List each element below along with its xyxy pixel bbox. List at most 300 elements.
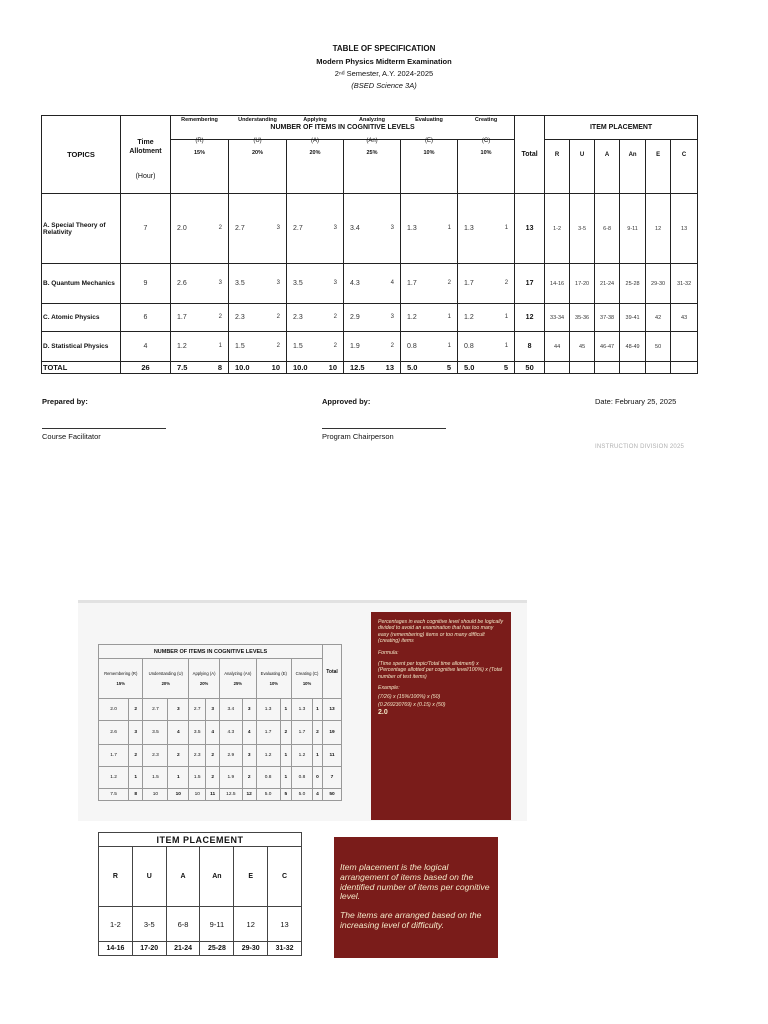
topic-name: B. Quantum Mechanics: [42, 264, 121, 304]
total-computed: 5.0: [407, 363, 418, 372]
ip-code: A: [166, 847, 200, 907]
level-percent: 10%: [480, 150, 492, 156]
mini-title: NUMBER OF ITEMS IN COGNITIVE LEVELS: [99, 645, 323, 659]
topic-row: [42, 264, 698, 304]
mini-cell: 7: [323, 767, 342, 789]
mini-row: [99, 699, 342, 721]
ip-row-1: [99, 907, 302, 942]
level-cell: [229, 304, 287, 332]
rounded-value: 2: [276, 343, 280, 349]
mini-cell: 4: [312, 789, 322, 801]
semester: 2ⁿᵈ Semester, A.Y. 2024-2025: [334, 69, 434, 78]
mini-level-pct: 15%: [116, 681, 125, 686]
placement-code-header: E: [646, 128, 671, 182]
item-placement-image: [98, 832, 302, 958]
total-header: Total: [515, 116, 545, 194]
level-cell: [344, 304, 401, 332]
placement-cell: 44: [545, 332, 570, 362]
computed-value: 2.3: [235, 314, 245, 321]
placement-code-header: A: [595, 128, 620, 182]
cognitive-levels-header: NUMBER OF ITEMS IN COGNITIVE LEVELS: [171, 116, 515, 140]
mini-level-row: [99, 659, 342, 699]
rounded-value: 3: [218, 280, 222, 286]
ip-title: ITEM PLACEMENT: [99, 833, 302, 847]
ip-cell: 17-20: [132, 942, 166, 956]
empty-placement-cell: [671, 362, 698, 374]
specification-table: [41, 115, 698, 374]
level-values: [229, 343, 286, 350]
mini-level-pct: 10%: [302, 681, 312, 686]
ip-cell: 21-24: [166, 942, 200, 956]
rounded-value: 2: [218, 225, 222, 231]
computed-value: 2.6: [177, 280, 187, 287]
mini-level-header: [256, 659, 291, 699]
row-total: 8: [515, 332, 545, 362]
empty-placement-cell: [570, 362, 595, 374]
empty-placement-cell: [646, 362, 671, 374]
computed-value: 1.2: [177, 343, 187, 350]
row-total: 12: [515, 304, 545, 332]
placement-cell: 6-8: [595, 194, 620, 264]
computed-value: 1.2: [464, 314, 474, 321]
mini-cell: 1: [280, 745, 291, 767]
mini-cell: 10: [189, 789, 206, 801]
time-value: 9: [121, 264, 171, 304]
total-level-cell: [344, 362, 401, 374]
placement-cell: 39-41: [620, 304, 646, 332]
level-cell: [458, 332, 515, 362]
ip-code: An: [200, 847, 234, 907]
mini-cell: 3.4: [220, 699, 243, 721]
prepared-role: Course Facilitator: [42, 432, 101, 441]
mini-cell: 1: [280, 767, 291, 789]
ip-cell: 6-8: [166, 907, 200, 942]
prepared-by-label: Prepared by:: [42, 397, 88, 406]
mini-level-header: [143, 659, 189, 699]
time-allotment-header: Time Allotment (Hour): [121, 116, 171, 194]
mini-level-pct: 20%: [161, 681, 170, 686]
level-cell: [401, 194, 458, 264]
note-formula-label: Formula:: [378, 649, 399, 656]
rounded-value: 3: [333, 280, 337, 286]
level-header-1: [229, 117, 287, 194]
mini-cell: 4: [168, 721, 189, 745]
mini-cell: 2.7: [143, 699, 168, 721]
total-level-values: [287, 363, 343, 372]
level-name: Analyzing: [359, 117, 385, 123]
total-level-cell: [229, 362, 287, 374]
level-values: [344, 225, 400, 232]
note-intro: Percentages in each cognitive level should be logically divided to avoid an examination that has too many easy (remembering) items or too many difficult (creating) items: [378, 619, 504, 645]
level-percent: 20%: [251, 150, 263, 156]
document-title: TABLE OF SPECIFICATION: [332, 44, 436, 53]
note-example-label: Example:: [378, 685, 400, 692]
mini-cell: 4: [206, 721, 220, 745]
level-cell: [458, 304, 515, 332]
mini-cell: 1.7: [292, 721, 313, 745]
mini-total: Total: [323, 645, 342, 699]
topic-name: A. Special Theory of Relativity: [42, 194, 121, 264]
mini-cell: 2: [312, 721, 322, 745]
mini-cell: 4.3: [220, 721, 243, 745]
level-cell: [401, 304, 458, 332]
ip-cell: 3-5: [132, 907, 166, 942]
mini-cell: 1.2: [99, 767, 129, 789]
note-example-2: (0.269230769) x (0.15) x (50): [378, 702, 446, 709]
total-rounded: 5: [503, 363, 509, 372]
mini-cell: 50: [323, 789, 342, 801]
computed-value: 1.7: [407, 280, 417, 287]
total-computed: 7.5: [177, 363, 188, 372]
level-values: [344, 343, 400, 350]
computed-value: 3.5: [293, 280, 303, 287]
computed-value: 1.9: [350, 343, 360, 350]
level-name: Applying: [303, 117, 327, 123]
computed-value: 3.4: [350, 225, 360, 232]
mini-cell: 10: [143, 789, 168, 801]
mini-cell: 1.2: [256, 745, 280, 767]
mini-row: [99, 789, 342, 801]
mini-cell: 13: [323, 699, 342, 721]
level-percent: 15%: [193, 150, 205, 156]
level-values: [287, 314, 343, 321]
mini-level-header: [99, 659, 143, 699]
placement-cell: 50: [646, 332, 671, 362]
total-rounded: 5: [446, 363, 451, 372]
mini-cell: 3.5: [189, 721, 206, 745]
level-values: [401, 314, 457, 321]
placement-cell: 9-11: [620, 194, 646, 264]
level-cell: [229, 194, 287, 264]
mini-cell: 0: [312, 767, 322, 789]
level-values: [287, 343, 343, 350]
mini-cell: 5: [280, 789, 291, 801]
mini-cell: 1.3: [256, 699, 280, 721]
rounded-value: 1: [447, 343, 451, 349]
grand-total: 50: [515, 362, 545, 374]
topic-name: C. Atomic Physics: [42, 304, 121, 332]
level-values: [458, 225, 514, 232]
placement-cell: 1-2: [545, 194, 570, 264]
total-level-values: [401, 363, 457, 372]
level-cell: [229, 264, 287, 304]
level-name: Understanding: [238, 117, 277, 123]
ip-cell: 9-11: [200, 907, 234, 942]
level-values: [171, 280, 228, 287]
mini-cell: 2: [206, 767, 220, 789]
level-header-0: [171, 117, 229, 194]
level-values: [171, 343, 228, 350]
placement-cell: [671, 332, 698, 362]
level-values: [401, 343, 457, 350]
placement-cell: 35-36: [570, 304, 595, 332]
level-values: [229, 314, 286, 321]
rounded-value: 2: [447, 280, 451, 286]
mini-cell: 3: [168, 699, 189, 721]
computed-value: 1.2: [407, 314, 417, 321]
mini-cell: 12.5: [220, 789, 243, 801]
cognitive-levels-image: [78, 600, 527, 821]
mini-row: [99, 767, 342, 789]
item-placement-note: [334, 837, 498, 958]
mini-cell: 7.5: [99, 789, 129, 801]
mini-level-name: Analyzing (An): [224, 671, 252, 676]
time-value: 7: [121, 194, 171, 264]
ip-cell: 25-28: [200, 942, 234, 956]
total-row: [42, 362, 698, 374]
topic-name: D. Statistical Physics: [42, 332, 121, 362]
level-values: [458, 343, 514, 350]
time-unit: (Hour): [135, 173, 156, 180]
mini-cell: 11: [323, 745, 342, 767]
level-cell: [344, 264, 401, 304]
level-cell: [171, 264, 229, 304]
empty-placement-cell: [620, 362, 646, 374]
computed-value: 4.3: [350, 280, 360, 287]
row-total: 13: [515, 194, 545, 264]
placement-cell: 12: [646, 194, 671, 264]
mini-cell: 2: [129, 699, 143, 721]
level-code: (U): [253, 138, 262, 144]
level-values: [287, 225, 343, 232]
placement-cell: 45: [570, 332, 595, 362]
mini-cell: 1.2: [292, 745, 313, 767]
ip-code: E: [234, 847, 268, 907]
mini-cell: 1: [312, 699, 322, 721]
rounded-value: 2: [504, 280, 509, 286]
level-values: [401, 280, 457, 287]
mini-level-name: Remembering (R): [104, 671, 138, 676]
rounded-value: 3: [333, 225, 337, 231]
placement-code-header: U: [570, 128, 595, 182]
level-values: [171, 225, 228, 232]
total-computed: 5.0: [464, 363, 475, 372]
level-header-2: [287, 117, 344, 194]
note-example-1: (7/26) x (15%/100%) x (50): [378, 693, 441, 700]
mini-level-header: [292, 659, 323, 699]
ip-codes-row: [99, 847, 302, 907]
rounded-value: 1: [218, 343, 222, 349]
ip-cell: 1-2: [99, 907, 133, 942]
computed-value: 3.5: [235, 280, 245, 287]
ip-cell: 14-16: [99, 942, 133, 956]
placement-cell: 42: [646, 304, 671, 332]
mini-cell: 0.8: [256, 767, 280, 789]
rounded-value: 2: [333, 343, 337, 349]
level-values: [458, 280, 514, 287]
computed-value: 1.3: [464, 225, 474, 232]
level-code: (A): [311, 138, 319, 144]
level-code: (C): [481, 138, 491, 144]
level-cell: [287, 194, 344, 264]
total-level-values: [171, 363, 228, 372]
mini-level-header: [189, 659, 220, 699]
mini-cell: 1: [168, 767, 189, 789]
rounded-value: 2: [218, 314, 222, 320]
mini-cell: 1: [280, 699, 291, 721]
rounded-value: 3: [390, 225, 394, 231]
level-values: [401, 225, 457, 232]
item-placement-mini-table: [98, 832, 302, 956]
computed-value: 1.7: [464, 280, 474, 287]
placement-cell: 37-38: [595, 304, 620, 332]
level-name: Remembering: [181, 117, 218, 123]
ip-row-2: [99, 942, 302, 956]
placement-code-header: R: [545, 128, 570, 182]
rounded-value: 4: [390, 280, 394, 286]
mini-level-pct: 10%: [269, 681, 279, 686]
rounded-value: 1: [504, 225, 509, 231]
section: (BSED Science 3A): [351, 81, 417, 90]
topic-row: [42, 304, 698, 332]
computed-value: 0.8: [407, 343, 417, 350]
total-rounded: 13: [385, 363, 394, 372]
level-cell: [401, 332, 458, 362]
rounded-value: 1: [447, 314, 451, 320]
level-cell: [344, 194, 401, 264]
level-cell: [287, 264, 344, 304]
total-rounded: 10: [271, 363, 280, 372]
mini-level-name: Understanding (U): [148, 671, 183, 676]
mini-cell: 0.8: [292, 767, 313, 789]
mini-cell: 2: [129, 745, 143, 767]
approved-role: Program Chairperson: [322, 432, 394, 441]
rounded-value: 3: [276, 280, 280, 286]
mini-cell: 2: [242, 767, 256, 789]
mini-cell: 2: [168, 745, 189, 767]
level-values: [287, 280, 343, 287]
level-cell: [287, 304, 344, 332]
rounded-value: 1: [504, 343, 509, 349]
placement-cell: 13: [671, 194, 698, 264]
level-values: [229, 280, 286, 287]
level-header-4: [401, 117, 458, 194]
mini-cell: 2.9: [220, 745, 243, 767]
placement-cell: 17-20: [570, 264, 595, 304]
placement-cell: 48-49: [620, 332, 646, 362]
computed-value: 0.8: [464, 343, 474, 350]
rounded-value: 3: [276, 225, 280, 231]
mini-cell: 3: [129, 721, 143, 745]
ip-code: U: [132, 847, 166, 907]
computed-value: 2.3: [293, 314, 303, 321]
footer-tag: INSTRUCTION DIVISION 2025: [595, 444, 685, 450]
total-level-cell: [287, 362, 344, 374]
placement-cell: 25-28: [620, 264, 646, 304]
total-level-cell: [458, 362, 515, 374]
level-percent: 20%: [309, 150, 321, 156]
computed-value: 1.3: [407, 225, 417, 232]
mini-level-name: Evaluating (E): [260, 671, 287, 676]
mini-cell: 11: [206, 789, 220, 801]
exam-name: Modern Physics Midterm Examination: [316, 57, 452, 66]
note-result: 2.0: [378, 709, 388, 717]
total-level-values: [229, 363, 286, 372]
mini-cell: 19: [323, 721, 342, 745]
level-percent: 25%: [366, 150, 378, 156]
mini-cell: 2: [206, 745, 220, 767]
mini-cell: 1.7: [99, 745, 129, 767]
mini-level-pct: 25%: [233, 681, 242, 686]
rounded-value: 2: [390, 343, 394, 349]
computation-note: [371, 612, 511, 820]
level-code: (R): [195, 138, 204, 144]
total-level-cell: [171, 362, 229, 374]
placement-cell: 46-47: [595, 332, 620, 362]
empty-placement-cell: [595, 362, 620, 374]
mini-cell: 3: [206, 699, 220, 721]
note-formula: (Time spent per topic/Total time allotment) x (Percentage allotted per cognitive level/100%) x (Total number of test items): [378, 661, 503, 680]
mini-cell: 2.0: [99, 699, 129, 721]
mini-cell: 5.0: [292, 789, 313, 801]
level-values: [344, 280, 400, 287]
row-total: 17: [515, 264, 545, 304]
placement-cell: 29-30: [646, 264, 671, 304]
mini-cell: 2.3: [143, 745, 168, 767]
level-cell: [458, 194, 515, 264]
rounded-value: 2: [333, 314, 337, 320]
topic-row: [42, 332, 698, 362]
placement-cell: 31-32: [671, 264, 698, 304]
computed-value: 2.0: [177, 225, 187, 232]
date-label: Date: February 25, 2025: [595, 397, 677, 406]
mini-levels-table: [98, 644, 342, 801]
mini-cell: 2.6: [99, 721, 129, 745]
topics-header: TOPICS: [42, 116, 121, 194]
empty-placement-cell: [545, 362, 570, 374]
rounded-value: 3: [390, 314, 394, 320]
mini-level-name: Creating (C): [295, 671, 319, 676]
mini-cell: 1.7: [256, 721, 280, 745]
level-values: [171, 314, 228, 321]
mini-cell: 1.5: [143, 767, 168, 789]
mini-level-pct: 20%: [199, 681, 209, 686]
mini-cell: 2: [280, 721, 291, 745]
computed-value: 2.7: [293, 225, 303, 232]
computed-value: 1.5: [293, 343, 303, 350]
level-cell: [229, 332, 287, 362]
total-level-cell: [401, 362, 458, 374]
ip-cell: 29-30: [234, 942, 268, 956]
time-value: 6: [121, 304, 171, 332]
placement-cell: 14-16: [545, 264, 570, 304]
mini-row: [99, 721, 342, 745]
computed-value: 2.7: [235, 225, 245, 232]
topic-row: [42, 194, 698, 264]
total-computed: 10.0: [293, 363, 308, 372]
ip-code: C: [268, 847, 302, 907]
mini-cell: 3: [242, 745, 256, 767]
mini-cell: 3.5: [143, 721, 168, 745]
level-cell: [287, 332, 344, 362]
mini-cell: 10: [168, 789, 189, 801]
total-label: TOTAL: [42, 362, 121, 374]
level-header-5: [458, 117, 515, 194]
mini-cell: 3: [242, 699, 256, 721]
level-values: [229, 225, 286, 232]
mini-cell: 1.3: [292, 699, 313, 721]
prepared-signature-line: [42, 428, 166, 429]
placement-cell: 21-24: [595, 264, 620, 304]
time-value: 4: [121, 332, 171, 362]
level-name: Evaluating: [415, 117, 443, 123]
placement-code-header: C: [671, 128, 698, 182]
placement-cell: 33-34: [545, 304, 570, 332]
computed-value: 2.9: [350, 314, 360, 321]
mini-cell: 1: [312, 745, 322, 767]
mini-cell: 5.0: [256, 789, 280, 801]
mini-cell: 1: [129, 767, 143, 789]
